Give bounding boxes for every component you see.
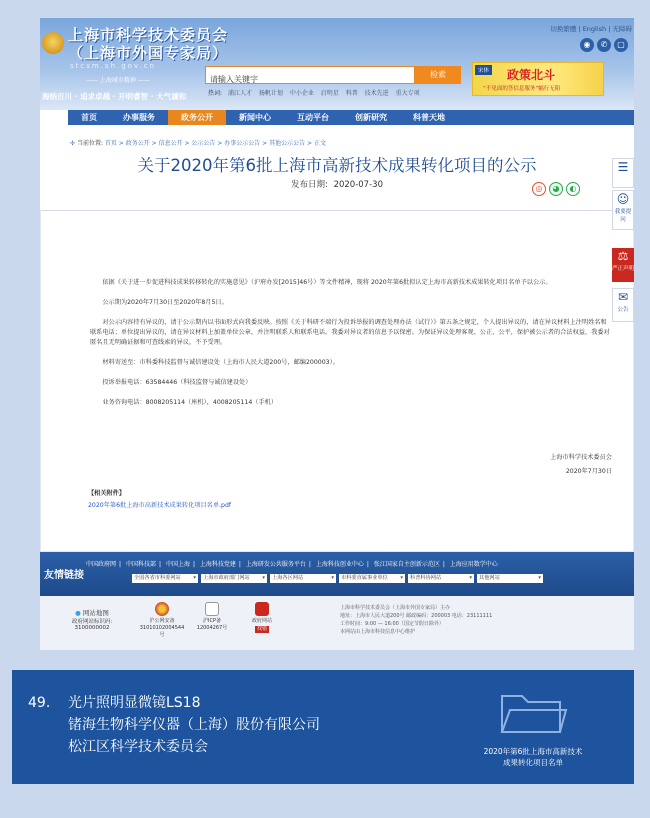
site-subtitle[interactable]: （上海市外国专家局）	[68, 44, 229, 62]
location-pin-icon: ●	[75, 609, 81, 617]
nav-services[interactable]: 办事服务	[123, 113, 155, 122]
policy-subtitle: “不见面的答信息服务”幅行无阻	[483, 86, 561, 92]
footer-select[interactable]: 其他网站 ▾	[479, 575, 541, 581]
chevron-down-icon: ▾	[193, 575, 196, 581]
nav-interaction[interactable]: 互动平台	[297, 113, 329, 122]
chevron-down-icon: ▾	[538, 575, 541, 581]
webpage-screenshot	[40, 18, 634, 650]
nav-home[interactable]: 首页	[81, 113, 97, 122]
article-body	[90, 278, 612, 418]
signature-date: 2020年7月30日	[565, 468, 612, 475]
search-box	[205, 66, 415, 84]
wechat-icon[interactable]: ✆	[597, 38, 611, 52]
article-share-icons	[532, 182, 580, 196]
location-icon: ✢	[70, 140, 77, 147]
policy-tag: 宋体	[475, 65, 492, 75]
friend-link[interactable]: 中国上海	[165, 561, 190, 568]
police-badge[interactable]: 沪公网安备 31010102004544号	[138, 602, 186, 639]
caption-line: 光片照明显微镜LS18	[68, 695, 201, 711]
folder-caption[interactable]: 2020年第6批上海市高新技术 成果转化项目名单	[483, 747, 583, 767]
sitemap[interactable]	[66, 608, 118, 631]
attachment-link[interactable]: 2020年第6批上海市高新技术成果转化项目名单.pdf	[88, 502, 232, 509]
page-title: 关于2020年第6批上海市高新技术成果转化项目的公示	[137, 156, 537, 175]
icp-icon	[205, 602, 219, 616]
moments-icon[interactable]: ◐	[566, 182, 580, 196]
chat-icon: ✉	[617, 290, 629, 304]
police-emblem-icon	[155, 602, 169, 616]
wechat-icon[interactable]: ◕	[549, 182, 563, 196]
caption-line: 锗海生物科学仪器（上海）股份有限公司	[68, 717, 320, 733]
sitemap-title: 网站地图	[82, 609, 109, 617]
sitemap-line: 3100000002	[74, 625, 110, 631]
article-paragraph: 业务咨询电话：8008205114（座机），4008205114（手机）	[90, 399, 278, 406]
signature-org: 上海市科学技术委员会	[550, 454, 612, 461]
article-paragraph: 对公示内容持有异议的，请于公示期内以书面形式向我委反映。按照《关于科研不端行为投诉举报的调查处理办法（试行）》第五条之规定，个人提出异议的，请在异议材料上注明姓名和联系电话；单位提出异议的，请在异议材料上加盖单位公章，并注明联系人和联系电话。我委对异议者的信息予以保密。为保证异议处理客观、公正、公平，保护被公示者的合法权益，我委对匿名且无明确证据和可查线索的异议，不予受理。	[90, 319, 610, 346]
weibo-icon[interactable]: ◎	[532, 182, 546, 196]
top-links[interactable]: 切换繁體 | English | 无障碍	[550, 25, 632, 33]
side-item-label: 严正声明	[612, 266, 634, 272]
publish-date-value: 2020-07-30	[333, 180, 383, 190]
survey-icon: ☰	[617, 160, 629, 174]
attachment-label: 【相关附件】	[88, 490, 126, 497]
nav-science[interactable]: 科普天地	[413, 113, 445, 122]
gov-site-icon	[255, 602, 269, 616]
hot-word-link[interactable]: 科普	[345, 90, 358, 97]
nav-innovation[interactable]: 创新研究	[355, 113, 387, 122]
site-title[interactable]: 上海市科学技术委员会	[68, 26, 229, 44]
article-paragraph: 依据《关于进一步促进科技成果转移转化的实施意见》（沪府办发[2015]46号）等文件精神，现将 2020年第6批拟认定上海市高新技术成果转化项目名单予以公示。	[90, 279, 552, 286]
hot-words-label: 热词:	[208, 90, 223, 97]
article-paragraph: 材料寄送至：市科委科技监督与诚信建设处（上海市人民大道200号，邮编200003）。	[90, 359, 339, 366]
side-item-ask[interactable]	[612, 190, 634, 230]
friend-link[interactable]: 张江国家自主创新示范区	[373, 561, 440, 568]
main-nav	[68, 110, 634, 125]
friend-link[interactable]: 中国政府网	[86, 561, 117, 568]
footer-selects	[132, 574, 543, 583]
site-domain: stcsm.sh.gov.cn	[70, 62, 157, 70]
side-item-survey[interactable]	[612, 158, 634, 188]
side-item-statement[interactable]	[612, 248, 634, 282]
friend-link[interactable]: 中国科技部	[125, 561, 156, 568]
friend-link[interactable]: 上海科技创业中心	[315, 561, 364, 568]
gov-site-badge[interactable]: 政府网站 找错	[238, 602, 286, 633]
search-button[interactable]: 检索	[415, 66, 461, 84]
footer-info-line: 工作时间：9:00 — 16:00（国定节假日除外）	[340, 621, 444, 627]
chevron-down-icon: ▾	[469, 575, 472, 581]
robot-icon: ☺	[616, 192, 630, 206]
hot-word-link[interactable]: 技术先进	[364, 90, 389, 97]
side-item-notice[interactable]	[612, 288, 634, 322]
city-spirit-label: —— 上海城市精神 ——	[86, 77, 150, 84]
breadcrumb-trail[interactable]: 首页 > 政务公开 > 信息公开 > 公示公告 > 办事公示公告 > 其他公示公告 > 正文	[104, 140, 326, 147]
policy-banner[interactable]	[472, 62, 604, 96]
footer-select[interactable]: 全国各省市科委网站 ▾	[134, 575, 196, 581]
chevron-down-icon: ▾	[262, 575, 265, 581]
footer-info-line: 本网站由上海市科技信息中心维护	[340, 629, 416, 635]
publish-date-label: 发布日期:	[291, 180, 328, 190]
nav-news[interactable]: 新闻中心	[239, 113, 271, 122]
search-input[interactable]	[206, 72, 414, 88]
sitemap-line: 政府网站标识码:	[71, 619, 113, 625]
friend-link[interactable]: 上海研发公共服务平台	[245, 561, 306, 568]
divider	[40, 210, 634, 211]
city-slogan: 海纳百川 · 追求卓越 · 开明睿智 · 大气谦和	[42, 92, 187, 101]
footer-info-line: 地址：上海市人民大道200号 邮政编码：200003 电话：23111111	[340, 613, 493, 619]
friend-link[interactable]: 上海应用数学中心	[449, 561, 498, 568]
caption-number: 49.	[28, 695, 51, 711]
gavel-icon: ⚖	[617, 249, 629, 263]
hot-word-link[interactable]: 重大专项	[395, 90, 420, 97]
app-icon[interactable]: ▢	[614, 38, 628, 52]
friend-links: 中国政府网 | 中国科技部 | 中国上海 | 上海科技党建 | 上海研发公共服务平台 | 上海科技创业中心 | 张江国家自主创新示范区 | 上海应用数学中心	[86, 561, 498, 568]
breadcrumb-label: 当前位置:	[76, 140, 103, 147]
emblem-icon[interactable]	[42, 32, 64, 54]
hot-words	[208, 88, 425, 97]
article-paragraph: 公示期为2020年7月30日至2020年8月5日。	[90, 299, 228, 306]
footer-select[interactable]: 上海市政府部门网站 ▾	[203, 575, 265, 581]
hot-word-link[interactable]: 浦江人才	[227, 90, 252, 97]
footer-select[interactable]: 市科委直属事业单位 ▾	[341, 575, 403, 581]
side-item-label: 公告	[617, 307, 629, 313]
hot-word-link[interactable]: 启明星	[320, 90, 339, 97]
footer-select[interactable]: 科普科协网站 ▾	[410, 575, 472, 581]
friend-link[interactable]: 上海科技党建	[199, 561, 236, 568]
icp-badge[interactable]: 沪ICP备 12004267号	[188, 602, 236, 632]
weibo-icon[interactable]: ◉	[580, 38, 594, 52]
side-item-label: 我要提问	[614, 209, 632, 223]
friend-links-label: 友情链接	[44, 570, 84, 581]
bottom-bar	[40, 596, 634, 650]
site-header	[40, 18, 634, 110]
hot-word-link[interactable]: 扬帆计划	[258, 90, 283, 97]
caption-lines	[28, 692, 320, 758]
folder-icon[interactable]	[498, 690, 568, 738]
footer-select[interactable]: 上海各区网站 ▾	[272, 575, 334, 581]
breadcrumb	[70, 138, 326, 147]
header-share-icons	[580, 38, 628, 52]
caption-line: 松江区科学技术委员会	[68, 739, 208, 755]
hot-word-link[interactable]: 中小企业	[289, 90, 314, 97]
chevron-down-icon: ▾	[331, 575, 334, 581]
chevron-down-icon: ▾	[400, 575, 403, 581]
footer-info-line: 上海市科学技术委员会（上海市外国专家局）主办	[340, 605, 451, 611]
policy-title: 政策北斗	[507, 68, 556, 82]
nav-gov-affairs[interactable]: 政务公开	[168, 110, 226, 125]
article-paragraph: 投诉举报电话：63584446（科技监督与诚信建设处）	[90, 379, 252, 386]
footer-info	[340, 604, 492, 636]
